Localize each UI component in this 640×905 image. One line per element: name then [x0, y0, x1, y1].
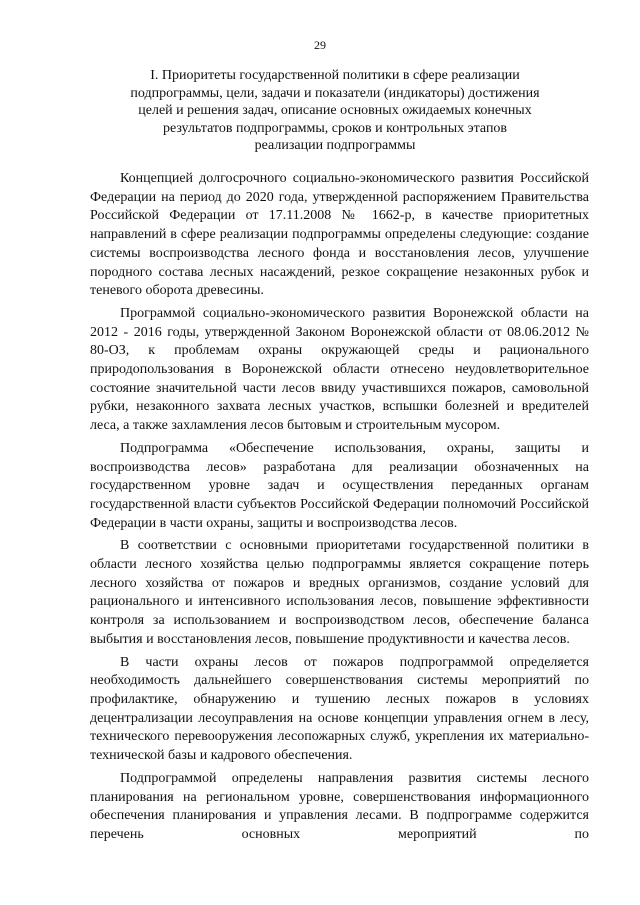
- document-body: [90, 170, 589, 845]
- paragraph-planning: Подпрограммой определены направления развития системы лесного планирования на региональном уровне, совершенствования информационного обеспечения планирования и управления лесами. В подпрограмме содержится перечень основных мероприятий по: [90, 770, 589, 842]
- paragraph-goal: В соответствии с основными приоритетами государственной политики в области лесного хозяйства целью подпрограммы является сокращение потерь лесного хозяйства от пожаров и вредных организмов, создание условий для рационального и интенсивного использования лесов, повышение эффективности контроля за использованием и воспроизводством лесов, обеспечение баланса выбытия и восстановления лесов, повышение продуктивности и качества лесов.: [90, 538, 589, 647]
- paragraph-fire-protection: В части охраны лесов от пожаров подпрограммой определяется необходимость дальнейшего совершенствования системы мероприятий по профилактике, обнаружению и тушению лесных пожаров в условиях децентрализации лесоуправления на основе концепции управления огнем в лесу, технического перевооружения лесопожарных служб, укрепления их материально-технической базы и кадрового обеспечения.: [90, 654, 589, 764]
- paragraph-concept: Концепцией долгосрочного социально-экономического развития Российской Федерации на период до 2020 года, утвержденной распоряжением Правительства Российской Федерации от 17.11.2008 № 1662-р, в качестве приоритетных направлений в сфере реализации подпрограммы определены следующие: создание системы воспроизводства лесного фонда и восстановления лесов, улучшение породного состава лесных насаждений, резкое сокращение незаконных рубок и теневого оборота древесины.: [90, 171, 589, 299]
- paragraph-program: Программой социально-экономического развития Воронежской области на 2012 - 2016 годы, утвержденной Законом Воронежской области от 08.06.2012 № 80-ОЗ, к проблемам охраны окружающей среды и рационального природопользования в Воронежской области отнесено неудовлетворительное состояние значительной части лесов ввиду участившихся пожаров, самовольной рубки, незаконного захвата лесных участков, вспышки болезней и вредителей леса, а также захламления лесов бытовым и строительным мусором.: [90, 305, 589, 434]
- paragraph-subprogram: Подпрограмма «Обеспечение использования, охраны, защиты и воспроизводства лесов» разработана для реализации обозначенных на государственном уровне задач и осуществления переданных органам государственной власти субъектов Российской Федерации полномочий Российской Федерации в части охраны, защиты и воспроизводства лесов.: [90, 440, 589, 531]
- page-number: 29: [314, 38, 326, 52]
- section-heading: I. Приоритеты государственной политики в сфере реализации подпрограммы, цели, задачи и показатели (индикаторы) достижения целей и решения задач, описание основных ожидаемых конечных результатов подпрограммы, сроков и контрольных этапов реализации подпрограммы: [130, 68, 540, 153]
